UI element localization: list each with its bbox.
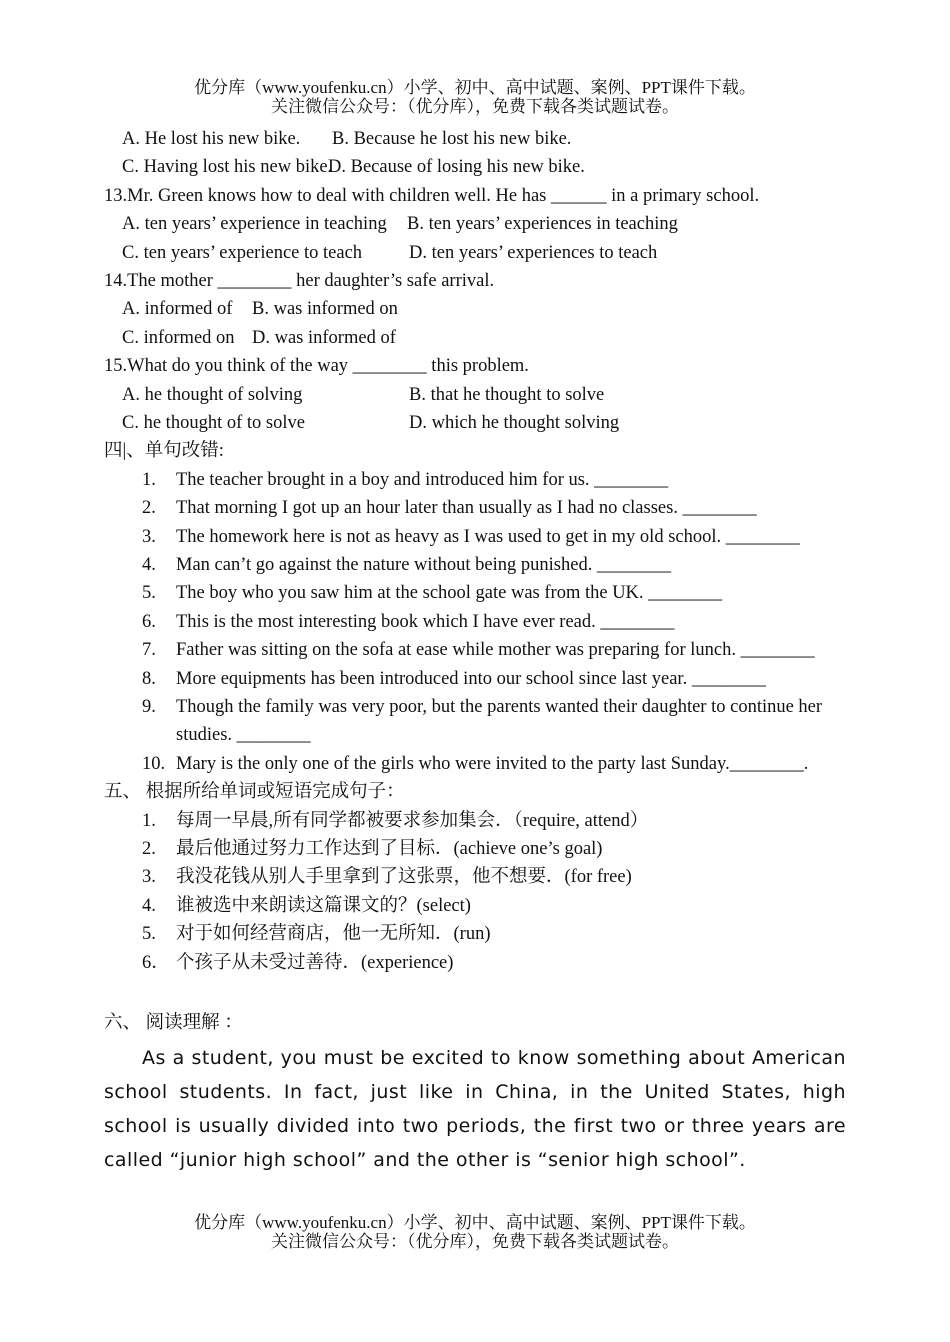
section-4-title: 四|、单句改错: xyxy=(104,441,224,462)
list-item: 1. 每周一早晨,所有同学都被要求参加集会．（require, attend） xyxy=(142,810,649,831)
q13-options-row-1 xyxy=(104,210,849,238)
q12-options-row-1 xyxy=(104,125,849,153)
q14-stem: 14.The mother ________ her daughter’s safe arrival. xyxy=(104,270,495,291)
header-line-1: 优分库（www.youfenku.cn）小学、初中、高中试题、案例、PPT课件下载。 xyxy=(194,78,756,97)
q12-options-row-2 xyxy=(104,153,849,181)
q14-option-b: B. was informed on xyxy=(252,299,398,320)
page-header xyxy=(0,78,950,116)
section-5-title: 五、 根据所给单词或短语完成句子： xyxy=(104,782,405,803)
list-item: 2. That morning I got up an hour later than usually as I had no classes. ________ xyxy=(142,498,757,519)
section-5-list xyxy=(104,807,849,977)
list-item: 4. 谁被选中来朗读这篇课文的？(select) xyxy=(142,895,471,916)
q14-option-a: A. informed of xyxy=(122,299,233,320)
q15-option-d: D. which he thought solving xyxy=(409,412,620,433)
q14-option-d: D. was informed of xyxy=(252,327,396,348)
q12-option-a: A. He lost his new bike. xyxy=(122,129,301,149)
q12-option-c: C. Having lost his new bike. xyxy=(122,157,333,178)
list-item: 5. The boy who you saw him at the school gate was from the UK. ________ xyxy=(142,583,723,604)
q13-option-c: C. ten years’ experience to teach xyxy=(122,242,363,263)
list-item: 1. The teacher brought in a boy and introduced him for us. ________ xyxy=(142,469,669,490)
q15-option-a: A. he thought of solving xyxy=(122,384,303,405)
q14-option-c: C. informed on xyxy=(122,327,235,348)
footer-line-1: 优分库（www.youfenku.cn）小学、初中、高中试题、案例、PPT课件下载。 xyxy=(194,1213,756,1232)
q15-options-row-2 xyxy=(104,409,849,437)
list-item: 4. Man can’t go against the nature without being punished. ________ xyxy=(142,554,671,575)
q15-option-b: B. that he thought to solve xyxy=(409,384,605,405)
q13-options-row-2 xyxy=(104,239,849,267)
header-line-2: 关注微信公众号：（优分库），免费下载各类试题试卷。 xyxy=(271,97,679,116)
footer-line-2: 关注微信公众号：（优分库），免费下载各类试题试卷。 xyxy=(271,1232,679,1251)
q12-option-b: B. Because he lost his new bike. xyxy=(332,129,572,149)
section-6-title: 六、 阅读理解 ： xyxy=(104,1012,243,1033)
q13-stem: 13.Mr. Green knows how to deal with children well. He has ______ in a primary school. xyxy=(104,185,760,206)
list-item: 2. 最后他通过努力工作达到了目标．(achieve one’s goal) xyxy=(142,838,603,859)
q12-option-d: D. Because of losing his new bike. xyxy=(328,157,585,178)
q13-option-b: B. ten years’ experiences in teaching xyxy=(407,214,678,235)
list-item: 6. This is the most interesting book which I have ever read. ________ xyxy=(142,611,675,632)
list-item: 10. Mary is the only one of the girls who were invited to the party last Sunday.________. xyxy=(142,753,809,774)
reading-paragraph: As a student, you must be excited to know something about American school students. In fact, just like in China, in the United States, high school is usually divided into two periods, the first two or three years are called “junior high school” and the other is “senior high school”. xyxy=(104,1047,846,1172)
list-item: 7. Father was sitting on the sofa at ease while mother was preparing for lunch. ________ xyxy=(142,640,815,661)
q15-options-row-1 xyxy=(104,381,849,409)
q15-option-c: C. he thought of to solve xyxy=(122,412,305,433)
list-item: 9. Though the family was very poor, but the parents wanted their daughter to continue her studies. ________ xyxy=(142,696,823,746)
list-item: 3. 我没花钱从别人手里拿到了这张票，他不想要．(for free) xyxy=(142,867,632,888)
q13-option-a: A. ten years’ experience in teaching xyxy=(122,214,387,235)
q15-stem: 15.What do you think of the way ________ this problem. xyxy=(104,356,529,377)
section-4-list xyxy=(104,466,849,778)
q13-option-d: D. ten years’ experiences to teach xyxy=(409,242,658,263)
document-body xyxy=(104,125,849,1177)
page-footer xyxy=(0,1213,950,1251)
list-item: 5. 对于如何经营商店，他一无所知．(run) xyxy=(142,924,491,945)
list-item: 8. More equipments has been introduced into our school since last year. ________ xyxy=(142,668,766,689)
list-item: 3. The homework here is not as heavy as I was used to get in my old school. ________ xyxy=(142,526,800,547)
list-item: 6． 个孩子从未受过善待．(experience) xyxy=(142,952,454,973)
q14-options-row-1 xyxy=(104,295,849,323)
q14-options-row-2 xyxy=(104,324,849,352)
